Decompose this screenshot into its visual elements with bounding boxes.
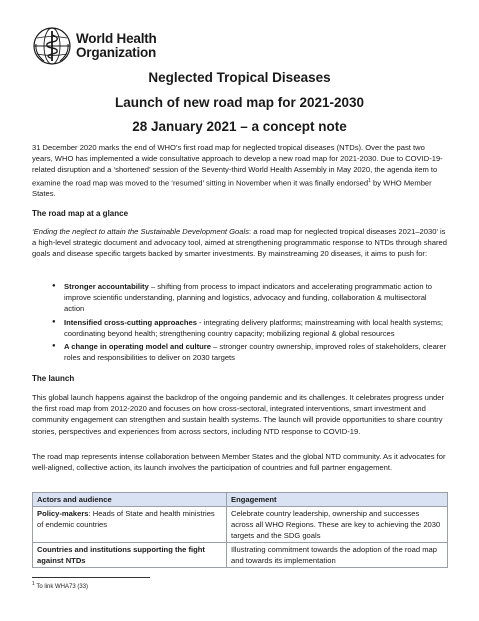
bullet-title: A change in operating model and culture [64, 342, 211, 352]
launch-paragraph-2: The road map represents intense collaboration between Member States and the global NTD community. As it advocates for well-aligned, collective action, its launch involves the participation of countries and full partner engagement. [32, 452, 446, 473]
actor-cell [33, 507, 227, 543]
who-emblem-icon [32, 26, 72, 66]
section-heading-launch: The launch [32, 374, 75, 383]
org-name-line1: World Health [76, 31, 157, 46]
footnote-number: 1 [32, 581, 35, 587]
engagement-cell: Illustrating commitment towards the adoption of the road map and towards its implementation [227, 543, 448, 568]
footnote-text: To link WHA73 (33) [34, 584, 89, 590]
list-item [52, 317, 447, 339]
aims-list [52, 281, 447, 365]
actor-name: Policy-makers [37, 509, 89, 518]
footnote-divider [32, 577, 150, 578]
actors-table [32, 492, 448, 568]
section-heading-glance: The road map at a glance [32, 209, 129, 218]
launch-paragraph-1: This global launch happens against the backdrop of the ongoing pandemic and its challenges. It celebrates progress under the first road map from 2012-2020 and focuses on how cross-sectoral, integrated interventions, smart investment and community engagement can strengthen and sustain health systems. The launch will provide opportunities to share country stories, perspectives and experiences from across sectors, including NTD response to COVID-19. [32, 393, 445, 436]
actor-cell [33, 543, 227, 568]
table-row [33, 507, 448, 543]
glance-paragraph [32, 226, 447, 260]
intro-paragraph [32, 142, 447, 200]
bullet-text: – stronger country ownership, improved roles of stakeholders, clearer roles and responsibilities to deliver on 2030 targets [64, 342, 447, 363]
engagement-cell: Celebrate country leadership, ownership and successes across all WHO Regions. These are key to achieving the 2030 targets and the SDG goals [227, 507, 448, 543]
list-item [52, 341, 447, 363]
glance-text: : a road map for neglected tropical diseases 2021–2030’ is a high-level strategic document and advocacy tool, aimed at strengthening programmatic response to NTDs through shared goals and disease specific targets backed by smarter investments. By mainstreaming 20 diseases, it aims to push for: [32, 227, 447, 259]
column-header-actors: Actors and audience [33, 493, 227, 507]
org-name-line2: Organization [76, 45, 157, 60]
list-item [52, 281, 447, 315]
actor-description: : Heads of State and health ministries of endemic countries [37, 509, 215, 529]
bullet-title: Stronger accountability [64, 282, 149, 291]
intro-text-end: by WHO Member States. [32, 178, 432, 199]
table-header-row [33, 493, 448, 507]
footnote-ref[interactable]: 1 [368, 177, 371, 184]
intro-text: 31 December 2020 marks the end of WHO’s first road map for neglected tropical diseases (NTDs). Over the past two years, WHO has implemented a wide consultative approach to develop a new road map for 2021-2030. Due to COVID-19-related disruption and a ‘shortened’ session of the Seventy-third World Health Assembly in May 2020, the agenda item to examine the road map was moved to the ‘resumed’ sitting in November when it was finally endorsed [32, 143, 443, 188]
footnote [32, 581, 88, 590]
actor-name: Countries and institutions supporting the fight against NTDs [37, 545, 205, 565]
bullet-text: – shifting from process to impact indicators and accelerating programmatic action to improve scientific understanding, planning and logistics, advocacy and funding, collaboration & multisectoral action [64, 282, 433, 314]
roadmap-title-italic: ‘Ending the neglect to attain the Sustainable Development Goals [32, 227, 249, 236]
organization-name [76, 32, 157, 60]
bullet-text: - integrating delivery platforms; mainstreaming with local health systems; coordinating beyond health; strengthening country capacity; mobilizing regional & global resources [64, 317, 443, 338]
column-header-engagement: Engagement [227, 493, 448, 507]
bullet-title: Intensified cross-cutting approaches [64, 317, 197, 327]
who-logo [32, 26, 157, 66]
document-subtitle: Launch of new road map for 2021-2030 [114, 95, 365, 110]
table-row [33, 543, 448, 568]
document-title: Neglected Tropical Diseases [148, 70, 331, 85]
document-date-title: 28 January 2021 – a concept note [132, 119, 347, 134]
